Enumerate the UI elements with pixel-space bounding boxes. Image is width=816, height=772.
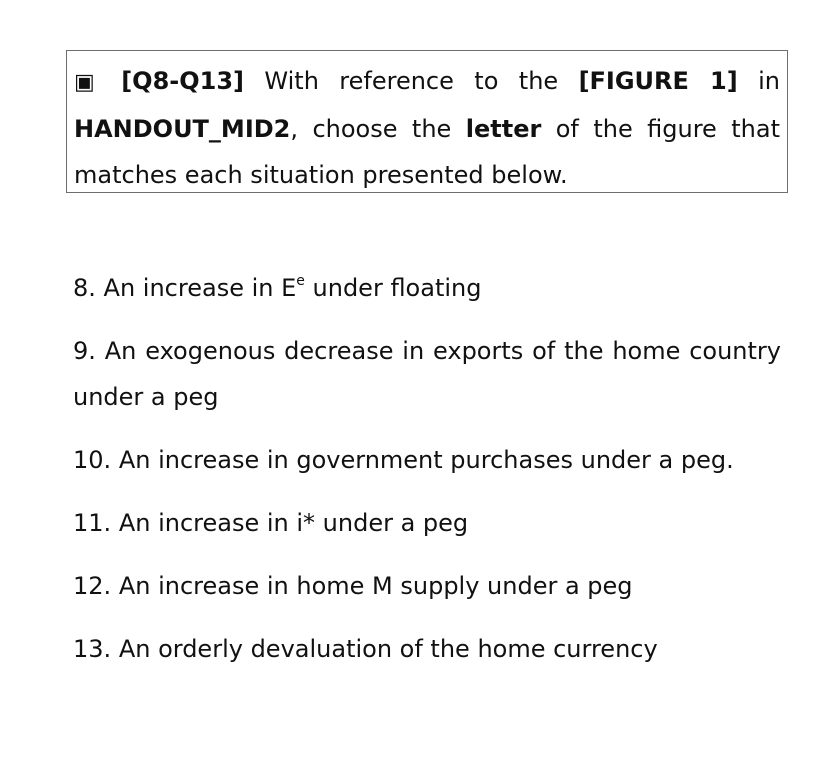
question-number: 10. [73,446,112,474]
question-text: An increase in i* under a peg [118,509,469,537]
figure-reference: [FIGURE 1] [578,67,738,95]
question-item-11 [73,500,781,546]
instruction-text-4: of the figure that matches each situation presented below. [74,115,780,189]
question-number: 12. [73,572,112,600]
instruction-box [66,50,788,193]
instruction-text-3: , choose the [290,115,466,143]
question-text: An increase in E [103,274,297,302]
instruction-text-2: in [737,67,780,95]
question-text: An increase in government purchases under a peg. [118,446,734,474]
letter-keyword: letter [465,115,542,143]
question-item-9 [73,328,781,420]
question-item-13 [73,626,781,672]
question-list [73,265,781,672]
question-number: 9. [73,337,96,365]
question-item-10 [73,437,781,483]
question-text: An exogenous decrease in exports of the home country under a peg [73,337,781,411]
question-superscript: e [296,273,305,289]
question-number: 13. [73,635,112,663]
question-number: 8. [73,274,96,302]
question-text: An orderly devaluation of the home currency [118,635,658,663]
question-text: An increase in home M supply under a peg [118,572,633,600]
handout-name: HANDOUT_MID2 [74,115,291,143]
question-item-12 [73,563,781,609]
question-range: [Q8-Q13] [121,67,245,95]
question-text-after: under floating [304,274,482,302]
square-bullet-icon: ▣ [74,70,95,95]
instruction-text-1: With reference to the [244,67,579,95]
question-item-8 [73,265,781,311]
question-number: 11. [73,509,112,537]
